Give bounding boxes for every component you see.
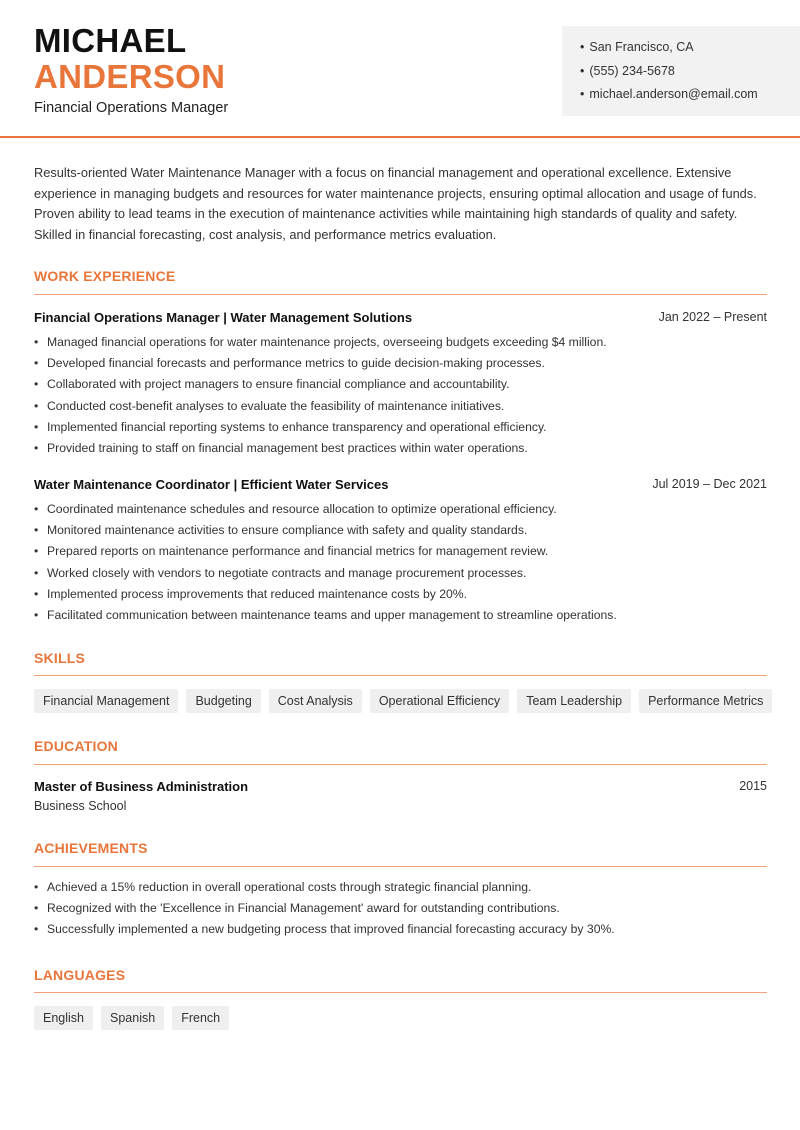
job-dates: Jan 2022 – Present <box>658 310 767 324</box>
section-title-work: WORK EXPERIENCE <box>34 268 176 284</box>
section-title-languages: LANGUAGES <box>34 967 126 983</box>
section-divider <box>34 294 767 295</box>
skill-tag: Cost Analysis <box>269 689 362 713</box>
list-item: • Achieved a 15% reduction in overall operational costs through strategic financial planning. <box>34 877 774 898</box>
section-title-skills: SKILLS <box>34 650 85 666</box>
skill-tag: Financial Management <box>34 689 178 713</box>
section-divider <box>34 992 767 993</box>
section-divider <box>34 764 767 765</box>
skill-tag: Operational Efficiency <box>370 689 509 713</box>
contact-box <box>562 26 800 116</box>
education-degree: Master of Business Administration <box>34 779 249 794</box>
list-item: • Worked closely with vendors to negotiate contracts and manage procurement processes. <box>34 563 774 584</box>
last-name: ANDERSON <box>34 58 226 95</box>
list-item: • Prepared reports on maintenance performance and financial metrics for management review. <box>34 541 774 562</box>
list-item: • Conducted cost-benefit analyses to evaluate the feasibility of maintenance initiatives. <box>34 396 774 417</box>
job-dates: Jul 2019 – Dec 2021 <box>652 477 767 491</box>
first-name: MICHAEL <box>34 22 187 59</box>
list-item: • Facilitated communication between maintenance teams and upper management to streamline operations. <box>34 605 774 626</box>
list-item: • Recognized with the 'Excellence in Financial Management' award for outstanding contributions. <box>34 898 774 919</box>
resume-header <box>0 0 800 138</box>
contact-location: • San Francisco, CA <box>580 37 800 61</box>
language-tag: French <box>172 1006 229 1030</box>
skill-tag: Performance Metrics <box>639 689 772 713</box>
candidate-name <box>34 24 225 93</box>
contact-phone: • (555) 234-5678 <box>580 61 800 85</box>
skills-tags <box>34 689 772 713</box>
education-school: Business School <box>34 799 127 813</box>
list-item: • Provided training to staff on financial management best practices within water operations. <box>34 438 774 459</box>
list-item: • Successfully implemented a new budgeting process that improved financial forecasting accuracy by 30%. <box>34 919 774 940</box>
section-title-education: EDUCATION <box>34 738 118 754</box>
skill-tag: Team Leadership <box>517 689 631 713</box>
section-divider <box>34 675 767 676</box>
job-bullets <box>34 499 774 626</box>
contact-email: • michael.anderson@email.com <box>580 84 800 108</box>
list-item: • Managed financial operations for water maintenance projects, overseeing budgets exceeding $4 million. <box>34 332 774 353</box>
list-item: • Coordinated maintenance schedules and resource allocation to optimize operational efficiency. <box>34 499 774 520</box>
section-divider <box>34 866 767 867</box>
achievements-list <box>34 877 774 941</box>
language-tag: Spanish <box>101 1006 164 1030</box>
education-year: 2015 <box>739 779 767 793</box>
job-bullets <box>34 332 774 459</box>
list-item: • Collaborated with project managers to ensure financial compliance and accountability. <box>34 374 774 395</box>
list-item: • Implemented process improvements that reduced maintenance costs by 20%. <box>34 584 774 605</box>
language-tags <box>34 1006 229 1030</box>
job-title: Financial Operations Manager | Water Management Solutions <box>34 310 413 325</box>
skill-tag: Budgeting <box>186 689 260 713</box>
list-item: • Implemented financial reporting systems to enhance transparency and operational efficiency. <box>34 417 774 438</box>
section-title-achievements: ACHIEVEMENTS <box>34 840 148 856</box>
job-title: Water Maintenance Coordinator | Efficient Water Services <box>34 477 389 492</box>
list-item: • Monitored maintenance activities to ensure compliance with safety and quality standards. <box>34 520 774 541</box>
language-tag: English <box>34 1006 93 1030</box>
professional-summary: Results-oriented Water Maintenance Manager with a focus on financial management and operational excellence. Extensive experience in managing budgets and resources for water maintenance projects, ensuring optimal allocation and usage of funds. Proven ability to lead teams in the execution of maintenance activities while maintaining high standards of quality and safety. Skilled in financial forecasting, cost analysis, and performance metrics evaluation. <box>34 165 757 242</box>
list-item: • Developed financial forecasts and performance metrics to guide decision-making processes. <box>34 353 774 374</box>
job-title-subtitle: Financial Operations Manager <box>34 100 229 116</box>
